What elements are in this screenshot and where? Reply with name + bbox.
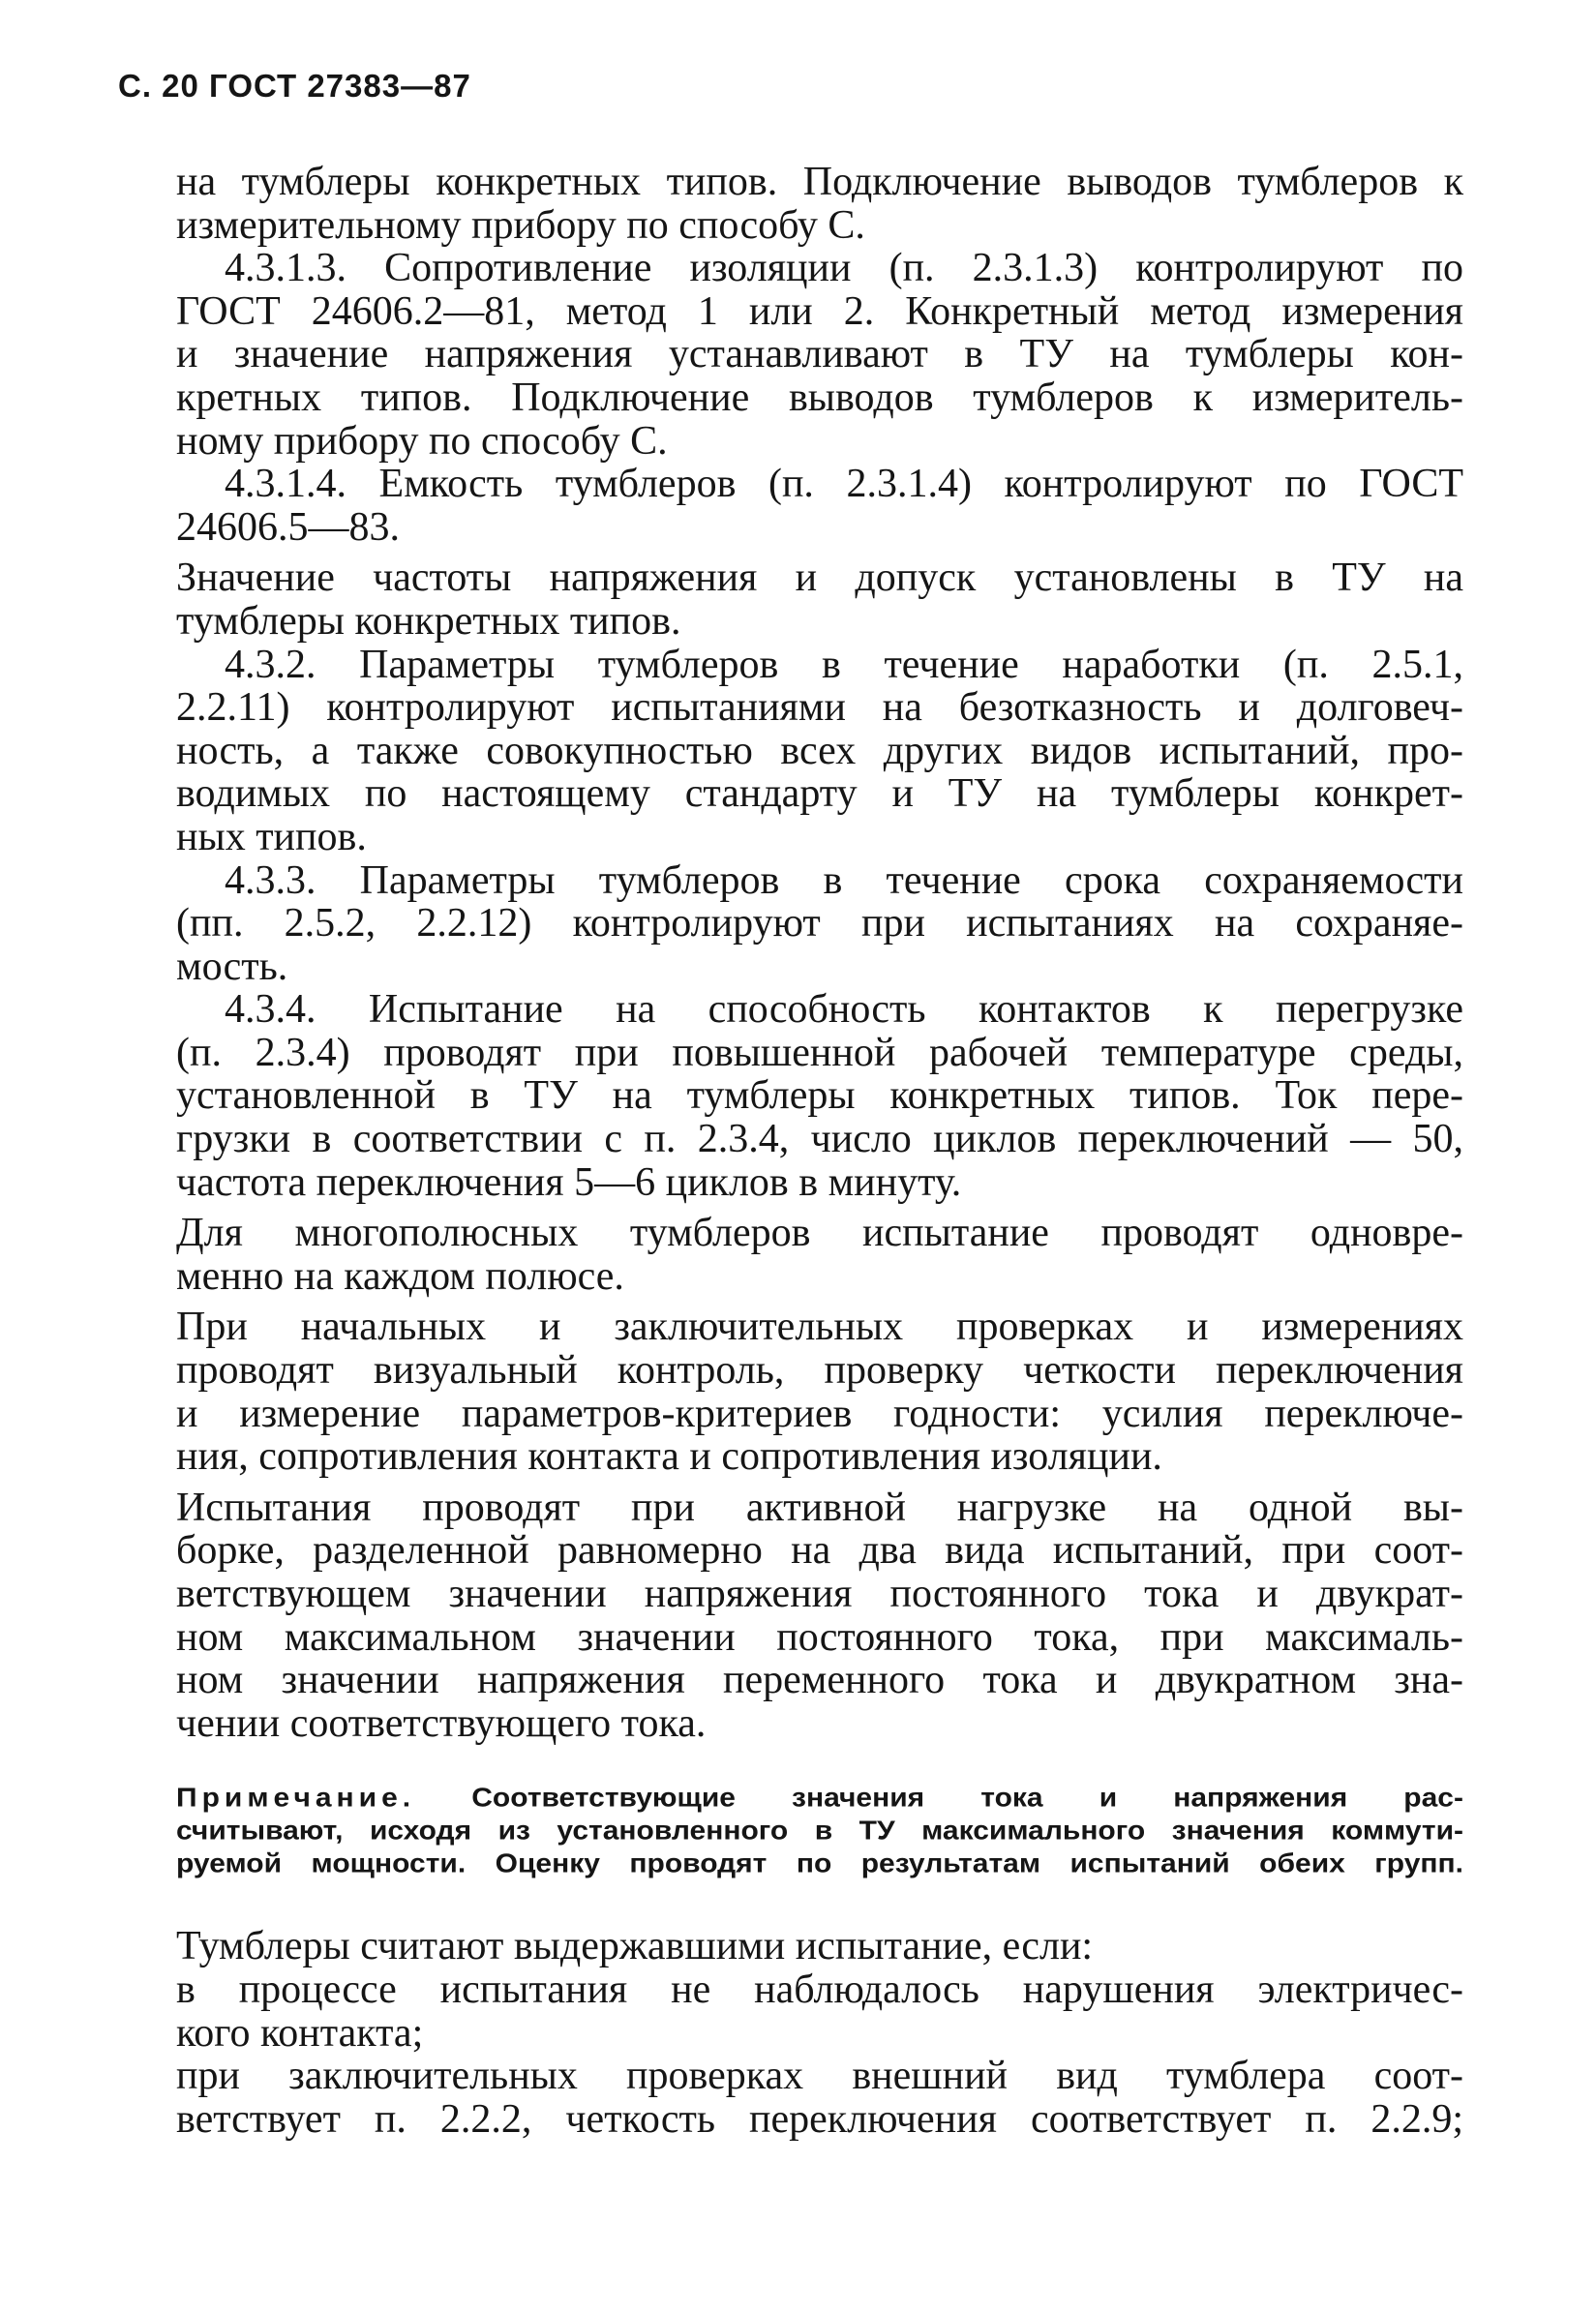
text-line: ность, а также совокупностью всех других видов испытаний, про- (176, 728, 1463, 773)
text-line: ных типов. (176, 814, 367, 859)
text-line: 4.3.2. Параметры тумблеров в течение наработки (п. 2.5.1, (225, 642, 1463, 687)
text-line: и измерение параметров-критериев годности: усилия переключе- (176, 1391, 1463, 1436)
text-line: на тумблеры конкретных типов. Подключение выводов тумблеров к (176, 160, 1463, 204)
note-block (176, 1784, 1463, 1878)
text-line: ном значении напряжения переменного тока и двукратном зна- (176, 1658, 1463, 1703)
text-line: Испытания проводят при активной нагрузке на одной вы- (176, 1485, 1463, 1530)
text-line: грузки в соответствии с п. 2.3.4, число циклов переключений — 50, (176, 1117, 1463, 1162)
text-line: проводят визуальный контроль, проверку четкости переключения (176, 1348, 1463, 1394)
text-line: При начальных и заключительных проверках и измерениях (176, 1305, 1463, 1350)
text-line: ГОСТ 24606.2—81, метод 1 или 2. Конкретный метод измерения (176, 288, 1463, 334)
text-line: менно на каждом полюсе. (176, 1253, 624, 1299)
text-line: Для многополюсных тумблеров испытание проводят одновре- (176, 1211, 1463, 1256)
text-line: 4.3.1.4. Емкость тумблеров (п. 2.3.1.4) контролируют по ГОСТ (225, 462, 1463, 507)
text-line: Тумблеры считают выдержавшими испытание, если: (176, 1924, 1094, 1969)
text-line: 2.2.11) контролируют испытаниями на безотказность и долговеч- (176, 685, 1463, 731)
note-line: руемой мощности. Оценку проводят по результатам испытаний обеих групп. (176, 1848, 1463, 1879)
text-line: 4.3.1.3. Сопротивление изоляции (п. 2.3.1.3) контролируют по (225, 246, 1463, 291)
note-line (176, 1783, 1463, 1814)
text-line: установленной в ТУ на тумблеры конкретных типов. Ток пере- (176, 1073, 1463, 1119)
text-line: 4.3.4. Испытание на способность контактов к перегрузке (225, 987, 1463, 1033)
text-line: (пп. 2.5.2, 2.2.12) контролируют при испытаниях на сохраняе- (176, 901, 1463, 946)
text-line: тумблеры конкретных типов. (176, 598, 681, 644)
note-text: Соответствующие значения тока и напряжения рас- (471, 1783, 1463, 1814)
text-line: ном максимальном значении постоянного тока, при максималь- (176, 1614, 1463, 1660)
paragraph-gap (176, 1878, 1463, 1925)
text-line: ния, сопротивления контакта и сопротивления изоляции. (176, 1434, 1162, 1480)
page-header: С. 20 ГОСТ 27383—87 (118, 68, 471, 104)
paragraph-gap (176, 1745, 1463, 1784)
text-line: кого контакта; (176, 2010, 424, 2056)
note-label: Примечание. (176, 1783, 416, 1814)
text-line: частота переключения 5—6 циклов в минуту. (176, 1159, 962, 1205)
body-text (176, 161, 1463, 2141)
text-line: борке, разделенной равномерно на два вида испытаний, при соот- (176, 1528, 1463, 1574)
text-line: ветствующем значении напряжения постоянного тока и двукрат- (176, 1572, 1463, 1616)
text-line: водимых по настоящему стандарту и ТУ на тумблеры конкрет- (176, 771, 1463, 817)
text-line: ному прибору по способу С. (176, 418, 668, 464)
text-line: (п. 2.3.4) проводят при повышенной рабочей температуре среды, (176, 1030, 1463, 1075)
text-line: и значение напряжения устанавливают в ТУ на тумблеры кон- (176, 332, 1463, 377)
text-line: 24606.5—83. (176, 504, 400, 550)
text-line: ветствует п. 2.2.2, четкость переключения соответствует п. 2.2.9; (176, 2096, 1463, 2142)
text-line: 4.3.3. Параметры тумблеров в течение срока сохраняемости (225, 857, 1463, 903)
note-line: считывают, исходя из установленного в ТУ максимального значения коммути- (176, 1816, 1463, 1847)
text-line: при заключительных проверках внешний вид тумблера соот- (176, 2054, 1463, 2099)
text-line: измерительному прибору по способу С. (176, 202, 865, 248)
text-line: Значение частоты напряжения и допуск установлены в ТУ на (176, 556, 1463, 601)
text-line: в процессе испытания не наблюдалось нарушения электричес- (176, 1967, 1463, 2012)
text-line: чении соответствующего тока. (176, 1700, 707, 1746)
text-line: кретных типов. Подключение выводов тумблеров к измеритель- (176, 375, 1463, 420)
text-line: мость. (176, 944, 288, 989)
